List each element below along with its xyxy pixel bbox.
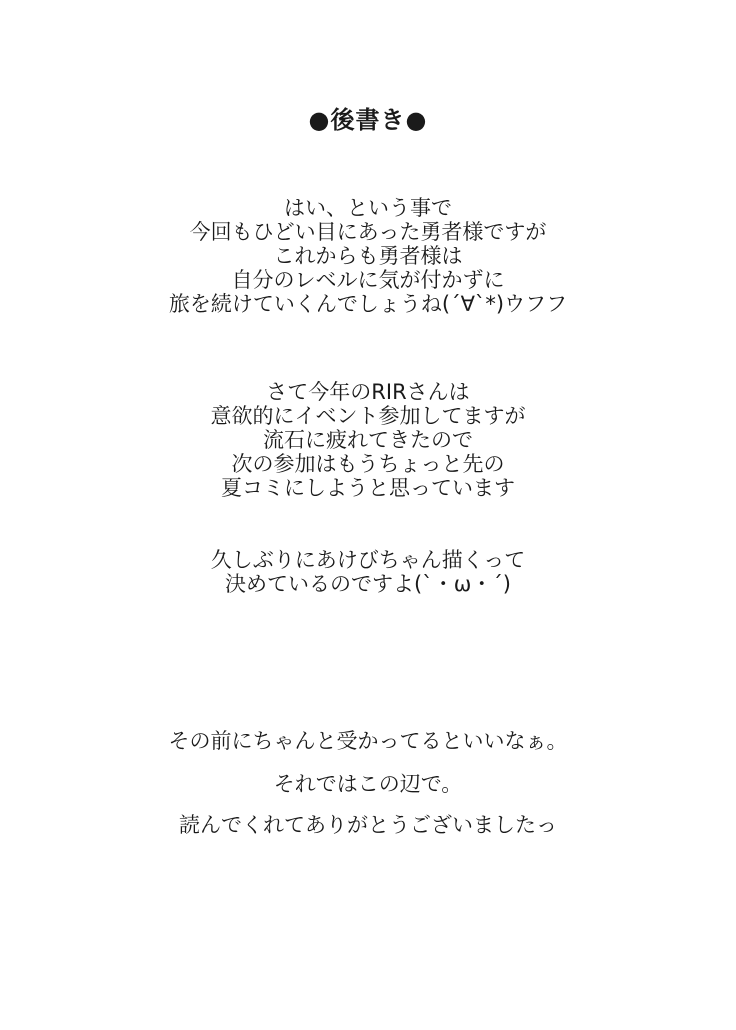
afterword-line: 自分のレベルに気が付かずに xyxy=(231,268,505,292)
afterword-line: 今回もひどい目にあった勇者様ですが xyxy=(189,220,547,244)
afterword-paragraph-3 xyxy=(0,548,736,596)
afterword-line: さて今年のRIRさんは xyxy=(266,380,470,404)
afterword-line: 夏コミにしようと思っています xyxy=(221,476,515,500)
closing-line-2: それではこの辺で。 xyxy=(273,772,463,796)
closing-line-3: 読んでくれてありがとうございましたっ xyxy=(179,813,557,837)
closing-line-1: その前にちゃんと受かってるといいなぁ。 xyxy=(168,729,568,753)
afterword-line: はい、という事で xyxy=(284,196,452,220)
afterword-paragraph-2 xyxy=(0,380,736,500)
afterword-line: 意欲的にイベント参加してますが xyxy=(210,404,526,428)
afterword-line: 決めているのですよ(`・ω・´) xyxy=(225,572,511,596)
afterword-line: 久しぶりにあけびちゃん描くって xyxy=(210,548,526,572)
page-title: ●後書き● xyxy=(308,106,428,134)
afterword-paragraph-1 xyxy=(0,196,736,316)
afterword-line: 流石に疲れてきたので xyxy=(263,428,473,452)
afterword-line: 旅を続けていくんでしょうね(´∀`*)ウフフ xyxy=(168,292,568,316)
afterword-line: 次の参加はもうちょっと先の xyxy=(231,452,505,476)
afterword-line: これからも勇者様は xyxy=(273,244,463,268)
